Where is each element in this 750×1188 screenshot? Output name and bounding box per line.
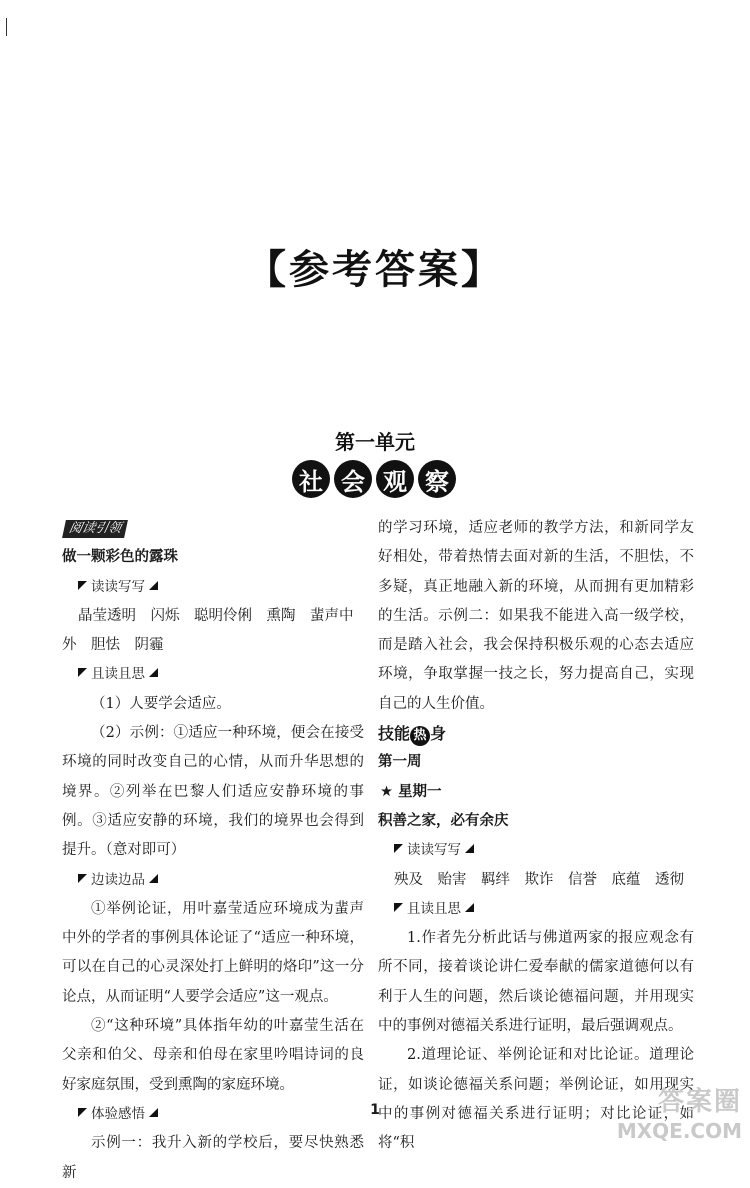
watermark-text: 答案圈 bbox=[657, 1087, 742, 1117]
section-heading: 体验感悟 bbox=[62, 1100, 364, 1129]
corner-marker-icon bbox=[78, 874, 87, 883]
answer-paragraph: （2）示例：①适应一种环境，便会在接受环境的同时改变自己的心情，从而升华思想的境界。②列举在巴黎人们适应安静环境的事例。③适应安静的环境，我们的境界也会得到提升。（意对即可） bbox=[62, 725, 364, 859]
answer-paragraph: ①举例论证，用叶嘉莹适应环境成为蜚声中外的学者的事例具体论证了“适应一种环境，可以在自己的心灵深处打上鲜明的烙印”这一分论点，从而证明“人要学会适应”这一观点。 bbox=[62, 900, 364, 1005]
right-column bbox=[378, 514, 694, 1159]
day-title: ★ 星期一 bbox=[380, 783, 442, 800]
answer-paragraph: ②“这种环境”具体指年幼的叶嘉莹生活在父亲和伯父、母亲和伯母在家里吟唱诗词的良好家庭氛围，受到熏陶的家庭环境。 bbox=[62, 1018, 364, 1093]
vocab-line: 殃及 贻害 羁绊 欺诈 信誉 底蕴 透彻 bbox=[394, 871, 684, 888]
section-heading: 且读且思 bbox=[378, 895, 694, 924]
unit-title: 第一单元 bbox=[335, 430, 415, 454]
corner-marker-icon bbox=[465, 903, 474, 912]
answer-paragraph: 示例一：我升入新的学校后，要尽快熟悉新 bbox=[62, 1135, 364, 1181]
corner-marker-icon bbox=[149, 874, 158, 883]
week-title: 第一周 bbox=[378, 754, 422, 771]
corner-marker-icon bbox=[78, 581, 87, 590]
unit-name-char: 会 bbox=[334, 460, 372, 498]
answer-paragraph: 1.作者先分析此话与佛道两家的报应观念有所不同，接着谈论讲仁爱奉献的儒家道德何以有利于人生的问题，然后谈论德福问题，并用现实中的事例对德福关系进行证明，最后强调观点。 bbox=[378, 930, 694, 1035]
unit-name-char: 察 bbox=[418, 460, 456, 498]
corner-marker-icon bbox=[78, 668, 87, 677]
skill-heading: 技能 热 身 bbox=[378, 719, 694, 748]
corner-marker-icon bbox=[149, 581, 158, 590]
unit-name-char: 观 bbox=[376, 460, 414, 498]
answer-paragraph: 2.道理论证、举例论证和对比论证。道理论证，如谈论德福关系问题；举例论证，如用现实中的事例对德福关系进行证明；对比论证，如将“积 bbox=[378, 1047, 694, 1152]
corner-marker-icon bbox=[394, 903, 403, 912]
article-title: 积善之家，必有余庆 bbox=[378, 812, 509, 829]
corner-marker-icon bbox=[394, 844, 403, 853]
section-heading: 边读边品 bbox=[62, 866, 364, 895]
article-title: 做一颗彩色的露珠 bbox=[62, 549, 178, 566]
corner-marker-icon bbox=[465, 844, 474, 853]
page-title: 【参考答案】 bbox=[246, 247, 504, 293]
answer-paragraph: （1）人要学会适应。 bbox=[91, 695, 231, 712]
vocab-line: 晶莹透明 闪烁 聪明伶俐 熏陶 蜚声中 bbox=[78, 607, 354, 624]
corner-mark bbox=[6, 18, 7, 36]
section-heading: 读读写写 bbox=[62, 573, 364, 602]
section-heading: 读读写写 bbox=[378, 836, 694, 865]
watermark-logo bbox=[610, 1085, 742, 1151]
corner-marker-icon bbox=[149, 668, 158, 677]
answer-paragraph: 的学习环境，适应老师的教学方法，和新同学友好相处，带着热情去面对新的生活，不胆怯，不多疑，真正地融入新的环境，从而拥有更加精彩的生活。示例二：如果我不能进入高一级学校，而是踏入社会，我会保持积极乐观的心态去适应环境，争取掌握一技之长，努力提高自己，实现自己的人生价值。 bbox=[378, 520, 694, 712]
vocab-line: 外 胆怯 阴霾 bbox=[62, 637, 164, 654]
unit-name bbox=[292, 460, 456, 498]
left-column bbox=[62, 514, 364, 1188]
section-heading: 且读且思 bbox=[62, 660, 364, 689]
hot-badge-icon: 热 bbox=[410, 726, 430, 746]
section-tag: 阅读引领 bbox=[62, 520, 128, 538]
watermark-url: MXQE.COM bbox=[616, 1119, 742, 1143]
page-number: 1 bbox=[370, 1102, 380, 1118]
unit-name-char: 社 bbox=[292, 460, 330, 498]
